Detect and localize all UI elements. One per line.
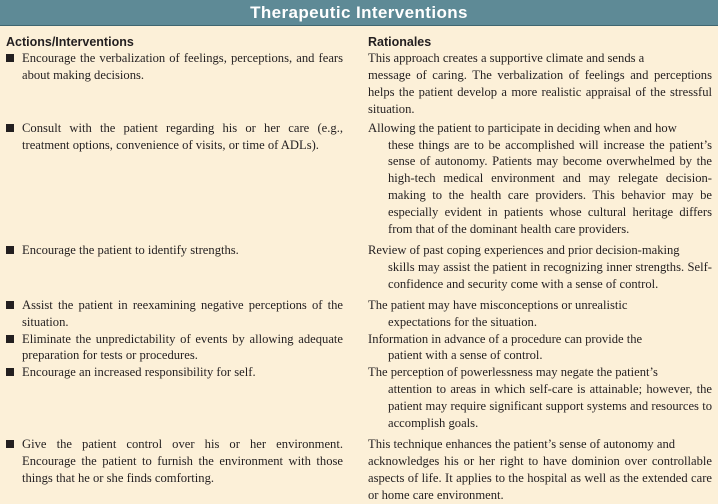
page-title: Therapeutic Interventions bbox=[250, 2, 468, 22]
square-bullet-icon bbox=[6, 440, 14, 448]
rationale-cell bbox=[361, 242, 718, 297]
rationale-text: This technique enhances the patient’s sense of autonomy and bbox=[368, 436, 676, 451]
action-text: Encourage the patient to identify strengths. bbox=[22, 242, 239, 257]
rationale-text: The perception of powerlessness may negate the patient’s bbox=[368, 365, 658, 380]
rationale-text-continued: skills may assist the patient in recognizing inner strengths. Self-confidence and security come with a sense of control. bbox=[388, 259, 712, 291]
action-cell bbox=[0, 50, 361, 86]
action-text: Eliminate the unpredictability of events by allowing adequate preparation for tests or procedures. bbox=[22, 331, 343, 363]
action-text: Encourage the verbalization of feelings, perceptions, and fears about making decisions. bbox=[22, 51, 343, 82]
rationale-cell bbox=[361, 331, 718, 365]
interventions-table bbox=[0, 26, 718, 504]
action-cell bbox=[0, 297, 361, 331]
rationale-cell bbox=[361, 50, 718, 120]
action-text: Consult with the patient regarding his or her care (e.g., treatment options, convenience of visits, or time of ADLs). bbox=[22, 120, 343, 152]
square-bullet-icon bbox=[6, 124, 14, 132]
rationale-text-continued: patient with a sense of control. bbox=[388, 348, 543, 363]
rationale-text-continued: attention to areas in which self-care is attainable; however, the patient may require significant support systems and resources to accomplish goals. bbox=[388, 382, 712, 431]
action-text: Encourage an increased responsibility for self. bbox=[22, 365, 256, 380]
rationale-text-continued: these things are to be accomplished will increase the patient’s sense of autonomy. Patients may become overwhelmed by the high-tech medical environment and may relegate decision-making to the health care providers. This behavior may be especially evident in patients whose cultural heritage differs from that of the dominant health care providers. bbox=[388, 137, 712, 237]
rationale-text-continued: expectations for the situation. bbox=[388, 314, 537, 329]
rationale-text: Allowing the patient to participate in deciding when and how bbox=[368, 120, 677, 135]
action-cell bbox=[0, 436, 361, 487]
square-bullet-icon bbox=[6, 301, 14, 309]
action-text: Give the patient control over his or her environment. Encourage the patient to furnish the environment with those things that he or she finds comforting. bbox=[22, 436, 343, 485]
rationale-cell bbox=[361, 120, 718, 242]
rationale-text-continued: message of caring. The verbalization of feelings and perceptions helps the patient develop a more realistic appraisal of the stressful situation. bbox=[368, 67, 712, 116]
action-cell bbox=[0, 242, 361, 263]
rationales-column-header: Rationales bbox=[368, 35, 432, 49]
rationale-cell bbox=[361, 364, 718, 436]
action-cell bbox=[0, 364, 361, 385]
square-bullet-icon bbox=[6, 246, 14, 254]
rationale-cell bbox=[361, 436, 718, 504]
title-bar bbox=[0, 0, 718, 26]
rationale-cell bbox=[361, 297, 718, 331]
rationale-text: Information in advance of a procedure can provide the bbox=[368, 331, 643, 346]
action-cell bbox=[0, 120, 361, 158]
rationale-text: This approach creates a supportive climate and sends a bbox=[368, 51, 645, 65]
actions-column-header: Actions/Interventions bbox=[6, 35, 134, 49]
square-bullet-icon bbox=[6, 335, 14, 343]
action-text: Assist the patient in reexamining negative perceptions of the situation. bbox=[22, 297, 343, 329]
rationale-text-continued: acknowledges his or her right to have dominion over controllable aspects of life. It applies to the hospital as well as the extended care or home care environment. bbox=[368, 453, 712, 502]
square-bullet-icon bbox=[6, 54, 14, 62]
rationale-text: Review of past coping experiences and prior decision-making bbox=[368, 242, 680, 257]
rationale-text: The patient may have misconceptions or unrealistic bbox=[368, 297, 628, 312]
action-cell bbox=[0, 331, 361, 365]
square-bullet-icon bbox=[6, 368, 14, 376]
